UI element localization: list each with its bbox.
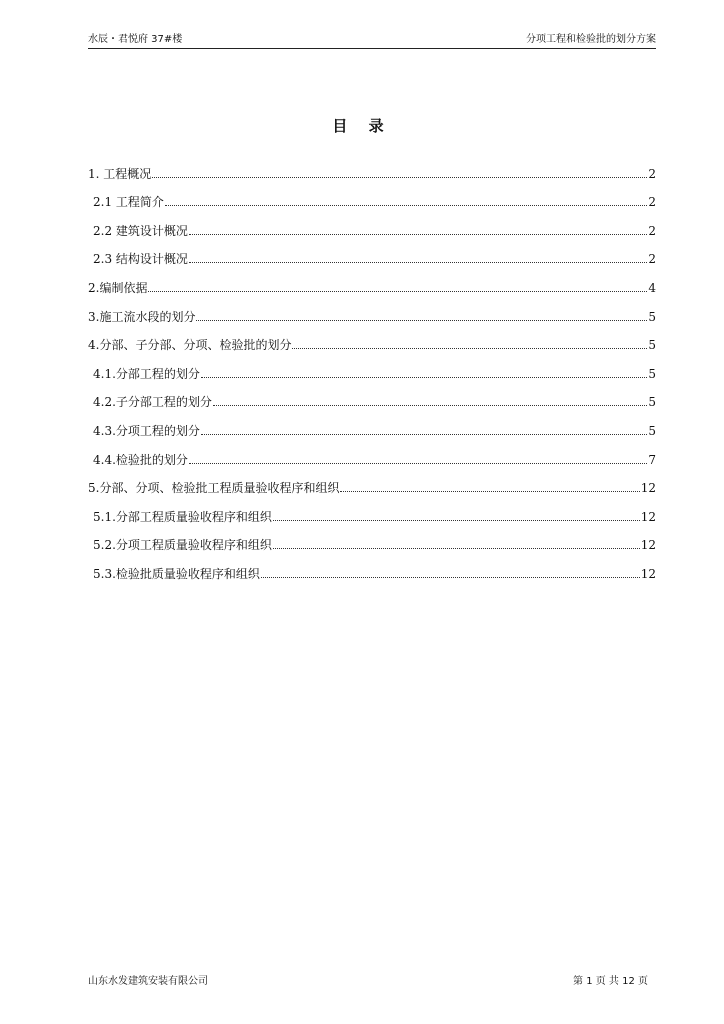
toc-leader-dots (201, 433, 647, 435)
toc-entry[interactable] (88, 496, 656, 525)
toc-entry[interactable] (88, 410, 656, 439)
toc-leader-dots (273, 547, 640, 549)
toc-entry[interactable] (88, 553, 656, 582)
toc-entry-page: 12 (640, 509, 656, 524)
toc-entry-page: 12 (640, 566, 656, 581)
toc-entry-label: 5.3.检验批质量验收程序和组织 (93, 566, 260, 581)
toc-entry-label: 2.3 结构设计概况 (93, 252, 188, 267)
toc-leader-dots (189, 261, 647, 263)
toc-leader-dots (261, 576, 640, 578)
toc-entry-label: 5.1.分部工程质量验收程序和组织 (93, 509, 272, 524)
toc-entry-label: 2.2 建筑设计概况 (93, 223, 188, 238)
toc-entry[interactable] (88, 325, 656, 354)
toc-title: 目 录 (332, 117, 392, 135)
toc-entry-label: 4.1.分部工程的划分 (93, 366, 200, 381)
footer-company: 山东水发建筑安装有限公司 (88, 976, 208, 987)
toc-leader-dots (189, 462, 647, 464)
toc-entry-page: 2 (648, 223, 656, 238)
toc-leader-dots (196, 319, 647, 321)
toc-entry-page: 2 (648, 166, 656, 181)
toc-entry-label: 3.施工流水段的划分 (88, 309, 196, 324)
header-document-title: 分项工程和检验批的划分方案 (526, 34, 656, 45)
toc-entry-page: 5 (648, 338, 656, 353)
toc-leader-dots (340, 490, 639, 492)
toc-leader-dots (201, 376, 647, 378)
toc-entry-page: 7 (648, 452, 656, 467)
toc-entry[interactable] (88, 382, 656, 411)
toc-entry-label: 1. 工程概况 (88, 166, 152, 181)
toc-entry-label: 4.分部、子分部、分项、检验批的划分 (88, 338, 292, 353)
toc-leader-dots (148, 290, 647, 292)
toc-entry-page: 4 (648, 280, 656, 295)
toc-entry-label: 4.4.检验批的划分 (93, 452, 188, 467)
toc-entry[interactable] (88, 153, 656, 182)
page-footer (88, 976, 656, 990)
toc-entry[interactable] (88, 525, 656, 554)
toc-entry-page: 5 (648, 395, 656, 410)
toc-leader-dots (273, 519, 640, 521)
header-project-name: 水辰・君悦府 37#楼 (88, 34, 183, 45)
toc-entry-label: 4.3.分项工程的划分 (93, 423, 200, 438)
toc-entry-page: 5 (648, 366, 656, 381)
toc-entry-label: 5.分部、分项、检验批工程质量验收程序和组织 (88, 481, 340, 496)
toc-leader-dots (189, 233, 647, 235)
toc-entry[interactable] (88, 468, 656, 497)
toc-entry[interactable] (88, 296, 656, 325)
toc-entry-page: 5 (648, 423, 656, 438)
toc-entry-page: 5 (648, 309, 656, 324)
toc-entry[interactable] (88, 182, 656, 211)
toc-entry-page: 12 (640, 481, 656, 496)
toc-entry-label: 2.编制依据 (88, 280, 148, 295)
toc-entry-page: 2 (648, 195, 656, 210)
toc-entry[interactable] (88, 353, 656, 382)
toc-entry-label: 5.2.分项工程质量验收程序和组织 (93, 538, 272, 553)
toc-entry[interactable] (88, 239, 656, 268)
toc-leader-dots (292, 347, 647, 349)
toc-leader-dots (213, 404, 647, 406)
toc-entry-label: 4.2.子分部工程的划分 (93, 395, 212, 410)
toc-leader-dots (165, 204, 647, 206)
toc-entry[interactable] (88, 210, 656, 239)
toc-entry[interactable] (88, 439, 656, 468)
toc-entry-label: 2.1 工程简介 (93, 195, 164, 210)
page-header (88, 34, 656, 49)
toc-entry-page: 2 (648, 252, 656, 267)
table-of-contents (88, 153, 656, 582)
toc-entry[interactable] (88, 267, 656, 296)
toc-leader-dots (152, 176, 647, 178)
footer-page-info: 第 1 页 共 12 页 (573, 976, 648, 987)
toc-entry-page: 12 (640, 538, 656, 553)
